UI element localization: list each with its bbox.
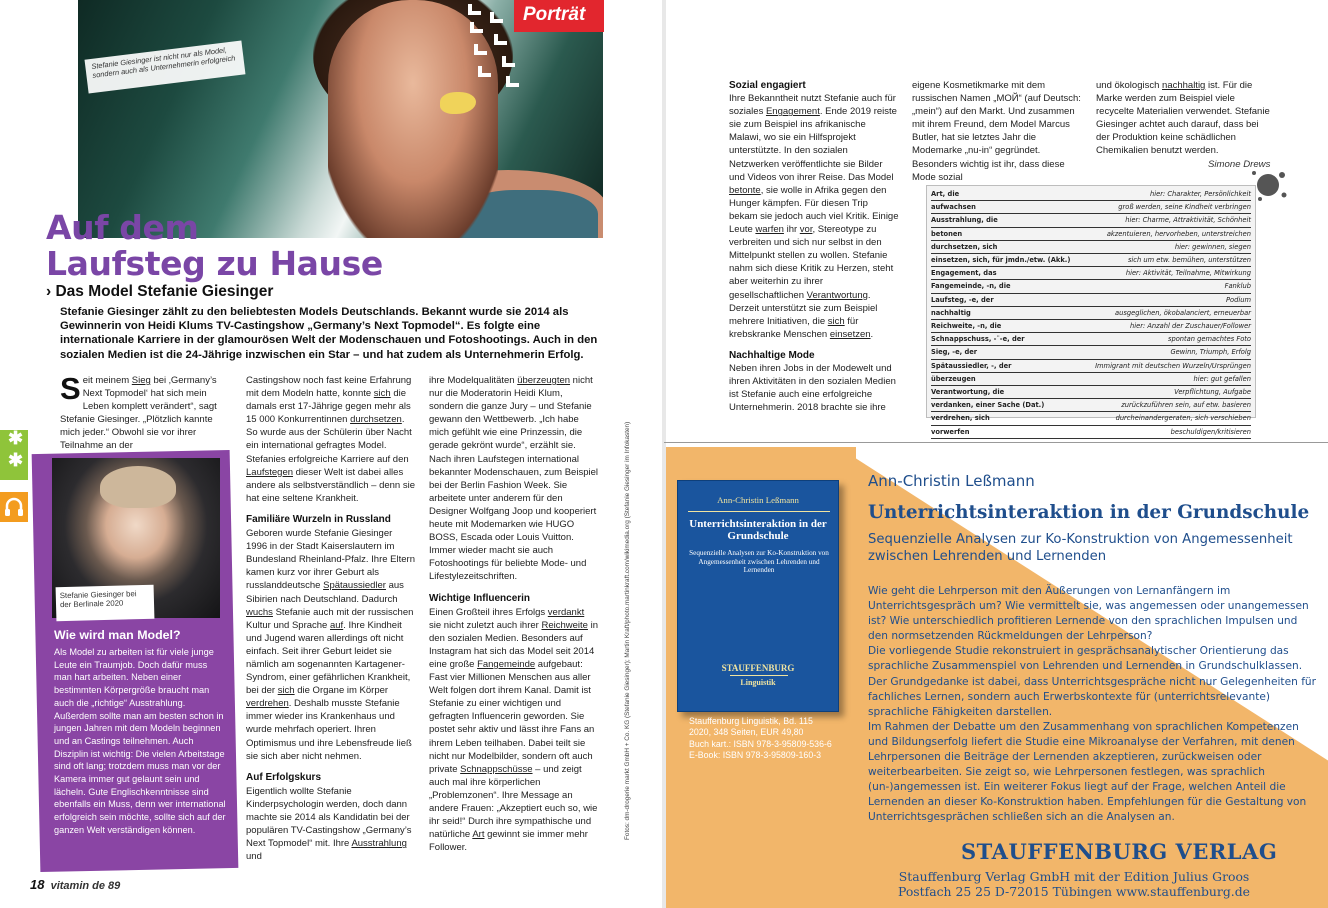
- section-heading: Nachhaltige Mode: [729, 349, 815, 361]
- page-footer: [30, 877, 120, 892]
- vocab-row: [931, 399, 1251, 412]
- book-title: Unterrichtsinteraktion in der Grundschule: [689, 518, 827, 542]
- ad-body: [868, 584, 1316, 826]
- text: dieser Welt ist dabei alles andere als selbstverständlich – denn sie hat eine seltene Krankheit.: [246, 466, 415, 504]
- text: . Ende 2019 reiste sie zum Beispiel ins afrikanische Malawi, wo sie ein Hilfsprojekt unterstützte. In den sozialen Netzwerken veröffentlichte sie Bilder und Videos von ihrer Reise. Das Model: [729, 106, 897, 183]
- vocab-meaning: Immigrant mit deutschen Wurzeln/Ursprüngen: [1095, 361, 1251, 370]
- vocab-row: [931, 214, 1251, 227]
- vocab-meaning: akzentuieren, hervorheben, unterstreichen: [1106, 229, 1251, 238]
- text: .: [870, 328, 874, 340]
- vocab-word: warfen: [755, 224, 784, 236]
- vocab-word: Reichweite: [541, 619, 588, 631]
- vocab-meaning: ausgeglichen, ökobalanciert, erneuerbar: [1115, 308, 1251, 317]
- vocab-term: Laufsteg, -e, der: [931, 295, 994, 304]
- vocab-meaning: sich um etw. bemühen, unterstützen: [1127, 256, 1251, 265]
- column-3-paragraph-2: [429, 606, 599, 855]
- vocab-term: Art, die: [931, 190, 960, 198]
- text: gewinnt sie immer mehr Follower.: [429, 829, 588, 854]
- vocab-word: überzeugten: [517, 375, 571, 386]
- text: aus Sibirien nach Deutschland. Dadurch: [246, 580, 404, 605]
- vocab-row: [931, 360, 1251, 373]
- vocab-row: [931, 412, 1251, 425]
- right-column-2-paragraph: eigene Kosmetikmarke mit dem russischen Namen „MOЙ“ (auf Deutsch: „mein“) auf den Markt. Und zusammen mit ihrem Freund, dem Model Marcus Butler, hat sie letztes Jahr die Modemarke „nu-in“ gegründet. Besonders wichtig ist ihr, dass diese Mode sozial: [912, 80, 1081, 183]
- column-2-paragraph-1: [246, 374, 415, 505]
- vocab-word: Spätaussiedler: [323, 580, 386, 592]
- vocab-meaning: groß werden, seine Kindheit verbringen: [1118, 203, 1251, 212]
- book-cover: [677, 480, 839, 712]
- text: – und zeigt auch mal ihre körperlichen „Problemzonen“. Ihre Message an andere Frauen: „Akzeptiert euch so, wie ihr seid!“ Durch ihre sympathische und natürliche: [429, 763, 598, 841]
- vocab-row: [931, 373, 1251, 386]
- vocab-term: Engagement, das: [931, 269, 997, 278]
- vocab-term: Verantwortung, die: [931, 388, 1005, 397]
- vocab-row: [931, 201, 1251, 214]
- text: die damals erst 17-Jährige gegen mehr als 15 000 Konkurrentinnen: [246, 388, 411, 426]
- vocab-word: Engagement: [765, 106, 820, 118]
- vocab-term: vorwerfen: [931, 427, 970, 436]
- vocab-term: Ausstrahlung, die: [931, 216, 998, 225]
- column-1: [60, 371, 226, 453]
- ad-author: Ann-Christin Leßmann: [868, 472, 1035, 490]
- vocab-term: Schnappschuss, -¨-e, der: [931, 335, 1025, 344]
- book-subtitle: Sequenzielle Analysen zur Ko-Konstruktion von Angemessenheit zwischen Lehrenden und Lernenden: [689, 549, 829, 575]
- vocab-word: sich: [277, 685, 295, 697]
- text: und: [246, 851, 262, 863]
- vocab-term: betonen: [931, 229, 963, 238]
- text: . Deshalb musste Stefanie immer wieder ins Krankenhaus und wurde mehrfach operiert. Ihren Optimismus und ihre Lebensfreude ließ sie sich aber nicht nehmen.: [246, 698, 412, 762]
- section-heading: Sozial engagiert: [729, 80, 806, 91]
- article-lead: Stefanie Giesinger zählt zu den beliebtesten Models Deutschlands. Bekannt wurde sie 2014 als Gewinnerin von Heidi Klums TV-Castingshow „Germany’s Next Topmodel“. Es folgte eine internationale Karriere in der glamourösen Welt der Modenschauen und Fotoshootings. Auch in den sozialen Medien ist die 24-Jährige inzwischen ein Star – und hat zudem als Unternehmerin Erfolg.: [60, 306, 598, 361]
- vocab-meaning: beschuldigen/kritisieren: [1170, 427, 1251, 436]
- vocab-row: [931, 280, 1251, 293]
- column-3: [429, 374, 599, 854]
- vocab-row: [931, 294, 1251, 307]
- vocab-word: Laufstegen: [246, 466, 294, 478]
- photo-credit: Fotos: dm-drogerie markt GmbH + Co. KG (Stefanie Giesinger); Martin Kraft/photo.martinkraft.com/wikimedia.org (Stefanie Giesinger im Infokasten): [624, 421, 631, 840]
- article-headline: [46, 210, 396, 282]
- divider: [688, 511, 830, 512]
- section-heading: Wichtige Influencerin: [429, 592, 531, 604]
- right-column-1-paragraph-2: Neben ihren Jobs in der Modewelt und ihren Aktivitäten in den sozialen Medien ist Stefanie auch eine erfolgreiche Unternehmerin. 2018 brachte sie ihre: [729, 362, 896, 414]
- vocab-word: nachhaltig: [1162, 80, 1206, 91]
- vocab-term: verdanken, einer Sache (Dat.): [931, 401, 1045, 410]
- ad-subtitle: Sequenzielle Analysen zur Ko-Konstruktion von Angemessenheit zwischen Lehrenden und Lernenden: [868, 532, 1293, 564]
- book-info: [689, 716, 849, 761]
- book-author: Ann-Christin Leßmann: [717, 495, 799, 505]
- vocab-word: einsetzen: [829, 328, 871, 340]
- text: in den sozialen Medien. Besonders auf Instagram hat sich das Model seit 2014 eine große: [429, 619, 598, 670]
- vocab-row: [931, 267, 1251, 280]
- star-icon: ✱: [8, 428, 24, 448]
- ad-paragraph: Die vorliegende Studie rekonstruiert in gesprächsanalytischer Orientierung das sprachliche Zusammenspiel von Lehrenden und Lernenden in Grundschulklassen. Der Grundgedanke ist dabei, dass Unterrichtsgespräche nicht nur Gelegenheiten für fachliches Lernen, sondern auch Erwerbskontexte für (unterrichtsrelevante) sprachliche Fähigkeiten darstellen.: [868, 645, 1316, 718]
- vocab-term: einsetzen, sich, für jmdn./etw. (Akk.): [931, 256, 1071, 265]
- text: ihre Modelqualitäten: [429, 375, 518, 386]
- right-column-3: [1096, 79, 1270, 158]
- dropcap: S: [60, 371, 81, 406]
- text: Stefanie auch mit der russischen Kultur und Sprache: [246, 606, 414, 631]
- text: ist. Für die Marke werden zum Beispiel viele recycelte Materialien verwendet. Stefanie Giesinger achtet auch darauf, dass bei der Produktion keine schädlichen Chemikalien benutzt werden.: [1096, 80, 1270, 157]
- publisher-logo: STAUFFENBURG VERLAG: [961, 839, 1278, 864]
- info-box-text: Als Model zu arbeiten ist für viele junge Leute ein Traumjob. Doch dafür muss man hart arbeiten. Neben einer bestimmten Körpergröße braucht man auch die „richtige“ Ausstrahlung. Außerdem sollte man am besten schon in jungen Jahren mit dem Modeln beginnen und an Castings teilnehmen. Auch Disziplin ist wichtig: Die vielen Arbeitstage sind oft lang; trotzdem muss man vor der Kamera immer gut gelaunt sein und lächeln. Gute Englischkenntnisse sind ebenfalls ein Muss, denn wer international erfolgreich sein möchte, sollte sich auf der ganzen Welt verständigen können.: [54, 647, 226, 835]
- article-subheadline: › Das Model Stefanie Giesinger: [46, 283, 274, 300]
- headline-line-1: Auf dem: [46, 208, 199, 247]
- article-author: Simone Drews: [1208, 159, 1271, 170]
- vocab-row: [931, 426, 1251, 439]
- vocabulary-box: [926, 185, 1256, 436]
- text: ihr: [783, 224, 800, 236]
- vocab-term: aufwachsen: [931, 203, 976, 212]
- text: Einen Großteil ihres Erfolgs: [429, 606, 548, 618]
- photo-credit-container: [624, 421, 638, 850]
- publisher-line: Stauffenburg Verlag GmbH mit der Edition Julius Groos: [898, 869, 1250, 884]
- vocab-meaning: hier: gewinnen, siegen: [1174, 242, 1251, 251]
- publisher-line: Postfach 25 25 D-72015 Tübingen www.stauffenburg.de: [898, 884, 1250, 899]
- ad-title: Unterrichtsinteraktion in der Grundschule: [868, 502, 1310, 523]
- info-box-title: Wie wird man Model?: [54, 628, 181, 642]
- book-info-line: Stauffenburg Linguistik, Bd. 115: [689, 716, 813, 726]
- vocab-term: Reichweite, -n, die: [931, 322, 1002, 331]
- vocab-meaning: hier: Charme, Attraktivität, Schönheit: [1125, 216, 1251, 225]
- text: bei ‚Germany’s Next Topmodel‘ hat sich mein Leben komplett verändert“, sagt Stefanie Giesinger. „Plötzlich kannte mich jeder.“ Obwohl sie vor ihrer Teilnahme an der: [60, 375, 217, 452]
- ad-divider: [664, 442, 1328, 443]
- vocab-word: Sieg: [131, 375, 151, 386]
- vocab-meaning: hier: gut gefallen: [1193, 374, 1251, 383]
- section-heading: Familiäre Wurzeln in Russland: [246, 513, 391, 525]
- vocab-row: [931, 241, 1251, 254]
- column-2: [246, 374, 415, 863]
- vocab-word: Verantwortung: [806, 289, 868, 301]
- vocab-word: sich: [827, 315, 845, 327]
- text: sie nicht zuletzt auch ihrer: [429, 619, 542, 631]
- vocab-row: [931, 188, 1251, 201]
- text: , Stereotype zu verbreiten und sich nur selbst in den Mittelpunkt stellen zu wollen. Stefanie nahm sich diese Kritik zu Herzen, steht aber weiterhin zu ihrer gesellschaftlichen: [729, 224, 894, 301]
- vocab-row: [931, 333, 1251, 346]
- vocab-word: auf: [329, 619, 344, 631]
- book-publisher: STAUFFENBURG: [721, 663, 795, 673]
- vocab-word: Ausstrahlung: [351, 838, 407, 850]
- vocab-meaning: spontan gemachtes Foto: [1167, 335, 1251, 344]
- right-column-2: [912, 79, 1082, 184]
- vocab-row: [931, 346, 1251, 359]
- book-info-line: E-Book: ISBN 978-3-95809-160-3: [689, 749, 822, 760]
- text: Geboren wurde Stefanie Giesinger 1996 in der Stadt Kaiserslautern im Bundesland Rheinland-Pfalz. Ihre Eltern kamen kurz vor ihrer Geburt als russlanddeutsche: [246, 528, 415, 592]
- vocab-row: [931, 320, 1251, 333]
- vocab-term: Spätaussiedler, -, der: [931, 361, 1012, 370]
- vocab-word: wuchs: [246, 606, 273, 618]
- section-tag: Porträt: [514, 0, 604, 32]
- vocab-meaning: hier: Anzahl der Zuschauer/Follower: [1130, 322, 1251, 331]
- section-heading: Auf Erfolgskurs: [246, 771, 322, 783]
- book-info-line: Buch kart.: ISBN 978-3-95809-536-6: [689, 738, 832, 749]
- headphones-icon: [0, 492, 28, 522]
- right-column-3-paragraph: [1096, 79, 1270, 158]
- vocab-term: überzeugen: [931, 374, 976, 383]
- text: und ökologisch: [1096, 80, 1163, 91]
- info-box-caption: Stefanie Giesinger bei der Berlinale 2020: [56, 585, 155, 622]
- hair: [100, 466, 176, 508]
- headphones-tab: [0, 492, 28, 522]
- vocab-term: Sieg, -e, der: [931, 348, 978, 357]
- vocab-row: [931, 386, 1251, 399]
- vocab-word: Fangemeinde: [477, 658, 536, 670]
- vocab-meaning: Fanklub: [1224, 282, 1251, 291]
- ad-paragraph: Wie geht die Lehrperson mit den Äußerungen von Lernanfängern im Unterrichtsgespräch um? Wie vermittelt sie, was angemessen oder unangemessen ist? Wie unterschiedlich profitieren Lernende von den sprachlichen Impulsen und den normsetzenden Rückmeldungen der Lehrperson?: [868, 585, 1309, 643]
- vocab-meaning: hier: Charakter, Persönlichkeit: [1150, 190, 1251, 198]
- vocabulary-list: [931, 188, 1251, 439]
- vocab-meaning: hier: Aktivität, Teilnahme, Mitwirkung: [1125, 269, 1251, 278]
- text: , sie wolle in Afrika gegen den Hunger kämpfen. Für diesen Trip bekam sie jedoch auch viel Kritik. Einige Leute: [729, 184, 899, 236]
- vocab-word: betonte: [729, 184, 761, 196]
- vocab-meaning: Verpflichtung, Aufgabe: [1174, 388, 1251, 397]
- star-tab: [0, 430, 28, 480]
- vocab-row: [931, 228, 1251, 241]
- vocab-meaning: durcheinandergeraten, sich verschieben: [1115, 414, 1251, 423]
- vocab-word: verdankt: [547, 606, 585, 618]
- ad-paragraph: Im Rahmen der Debatte um den Zusammenhang von sprachlichen Kompetenzen und Bildungserfolg liefert die Studie eine Mikroanalyse der Verfahren, mit denen Lehrpersonen die Beiträge der Lernenden akzeptieren, zurückweisen oder weiterbearbeiten. Sie zeigt so, wie Lehrpersonen festlegen, was sprachlich (un-)angemessen ist. Ein weiterer Fokus liegt auf der Frage, welchen Anteil die Lernenden an dieser Ko-Konstruktion haben. Empfehlungen für die Gestaltung von Unterrichtsgesprächen schließen sich an die Analysen an.: [868, 720, 1307, 824]
- star-icon: ✱: [8, 450, 24, 470]
- column-3-paragraph-1: [429, 374, 599, 584]
- vocab-row: [931, 254, 1251, 267]
- publisher-address: [870, 869, 1278, 899]
- magazine-name: vitamin de 89: [50, 880, 121, 892]
- book-info-line: 2020, 348 Seiten, EUR 49,80: [689, 727, 804, 738]
- text: die Organe im Körper: [294, 685, 389, 697]
- book-series: Linguistik: [740, 678, 776, 687]
- text: eit meinem: [82, 375, 132, 386]
- vocab-meaning: Podium: [1226, 295, 1251, 304]
- column-2-paragraph-3: [246, 785, 415, 864]
- right-column-1: [729, 79, 899, 414]
- hero-caption: Stefanie Giesinger ist nicht nur als Model, sondern auch als Unternehmerin erfolgreich: [85, 40, 246, 93]
- vocab-row: [931, 307, 1251, 320]
- text: nicht nur die Moderatorin Heidi Klum, sondern die ganze Jury – und Stefanie gewann den Wettbewerb. „Ich habe mich gefühlt wie eine Prinzessin, die gerade gekrönt wurde“, erzählt sie. Nach ihren Laufstegen international bekannter Modenschauen, zum Beispiel bei der Berlin Fashion Week. Sie arbeitete unter anderem für den Designer Wolfgang Joop und kooperiert heute mit Modemarken wie HUGO BOSS, Escada oder Louis Vuitton. Immer wieder macht sie auch Fotoshootings für beliebte Mode- und Lifestylezeitschriften.: [429, 375, 598, 583]
- column-2-paragraph-2: [246, 527, 415, 763]
- text: für krebskranke Menschen: [729, 315, 859, 340]
- headline-line-2: Laufsteg zu Hause: [46, 244, 383, 283]
- vocab-term: nachhaltig: [931, 308, 971, 317]
- text: Eigentlich wollte Stefanie Kinderpsychologin werden, doch dann machte sie 2014 als Kandidatin bei der populären TV-Castingshow „Germany’s Next Topmodel“ mit. Ihre: [246, 785, 412, 850]
- vocab-term: verdrehen, sich: [931, 414, 990, 423]
- vocab-word: vor: [799, 224, 813, 236]
- text: Castingshow noch fast keine Erfahrung mit dem Modeln hatte, konnte: [246, 375, 412, 400]
- vocab-meaning: zurückzuführen sein, auf etw. basieren: [1121, 401, 1251, 410]
- text: . Derzeit unterstützt sie zum Beispiel mehrere Initiativen, die: [729, 289, 878, 327]
- page-number: 18: [30, 877, 45, 892]
- text: aufgebaut: Fast vier Millionen Menschen aus aller Welt folgen dort ihrem Kanal. Damit ist Stefanie zu einer wichtigen und gefragten Influencerin geworden. Sie postet sehr aktiv und lässt ihre Fans an ihrem Leben teilhaben. Dabei teilt sie nicht nur Modelbilder, sondern oft auch private: [429, 658, 595, 775]
- vocab-meaning: Gewinn, Triumph, Erfolg: [1170, 348, 1251, 357]
- vocab-term: Fangemeinde, -n, die: [931, 282, 1011, 291]
- right-column-1-paragraph-1: [729, 92, 899, 341]
- text: . Ihre Kindheit und Jugend waren allerdings oft nicht einfach. Seit ihrer Geburt leidet sie nämlich am sogenannten Kartagener-Syndrom, einer gefährlichen Krankheit, bei der: [246, 619, 411, 697]
- vocab-word: Schnappschüsse: [460, 763, 533, 775]
- vocab-word: sich: [373, 388, 391, 400]
- vocab-word: Art: [472, 829, 485, 841]
- text: . So wurde aus der Schülerin über Nacht ein international gefragtes Model. Stefanies erfolgreiche Karriere auf den: [246, 414, 412, 465]
- divider: [730, 675, 788, 676]
- vocab-term: durchsetzen, sich: [931, 242, 998, 251]
- column-1-paragraph: [60, 371, 226, 453]
- text: Ihre Bekanntheit nutzt Stefanie auch für soziales: [729, 93, 896, 118]
- vocab-word: verdrehen: [246, 698, 289, 710]
- vocab-word: durchsetzen: [350, 414, 402, 426]
